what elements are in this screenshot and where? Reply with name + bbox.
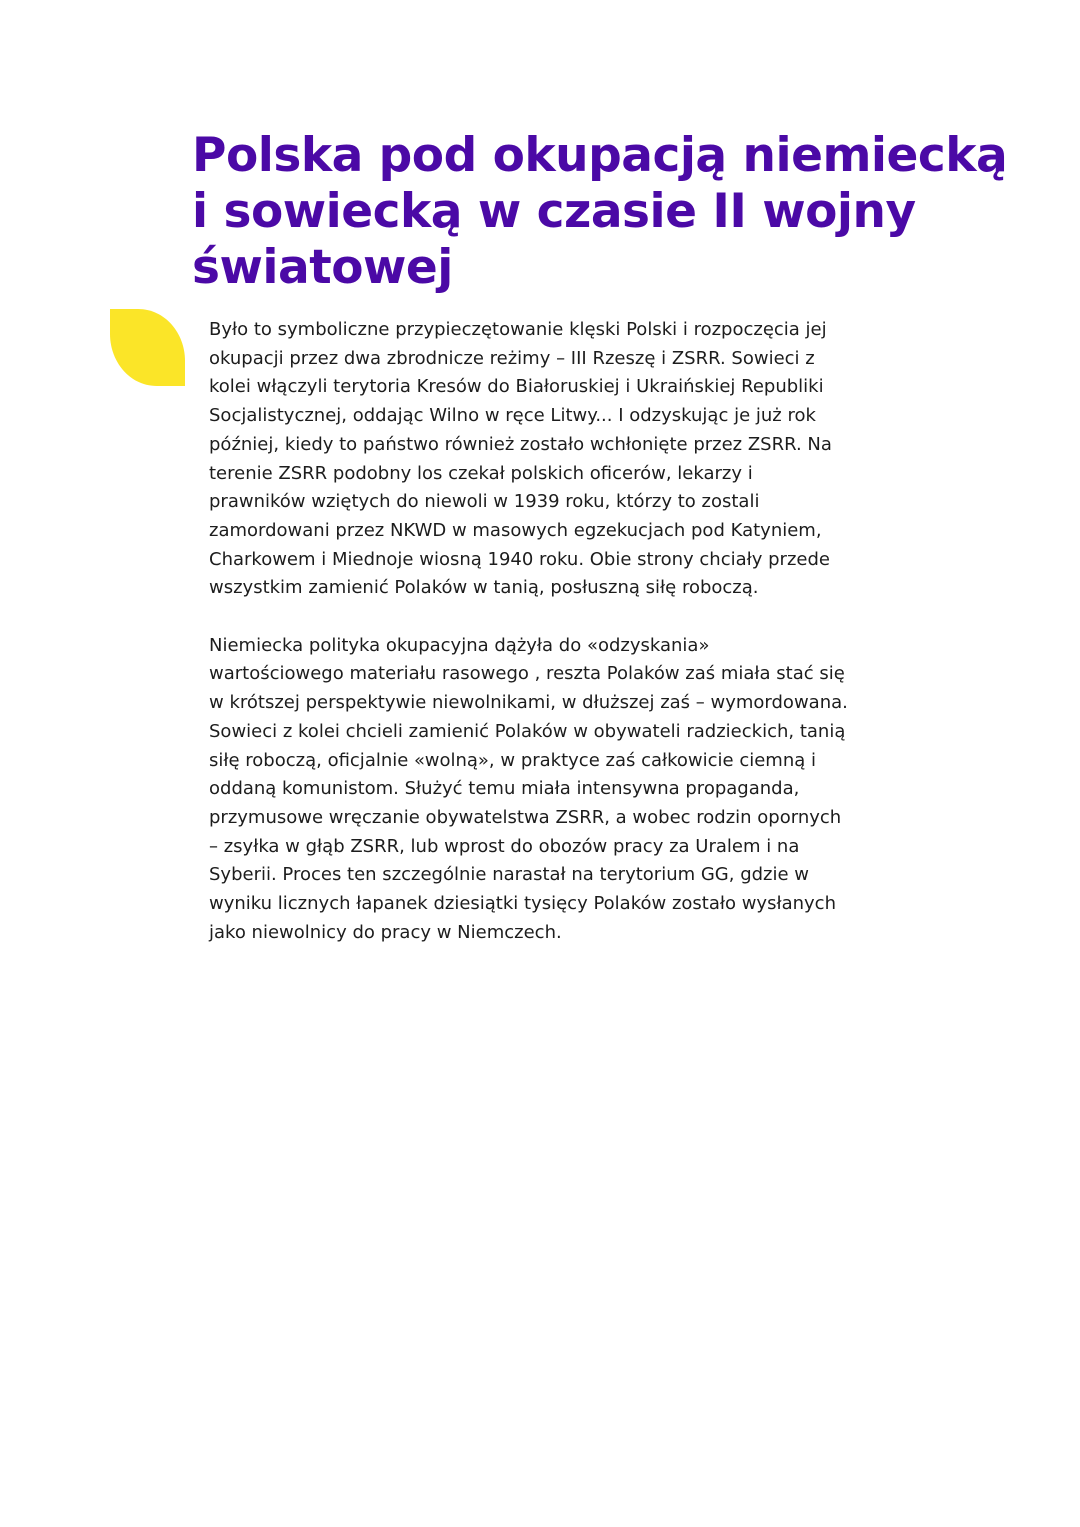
- text-line: terenie ZSRR podobny los czekał polskich oficerów, lekarzy i: [209, 462, 753, 484]
- text-line: siłę roboczą, oficjalnie «wolną», w praktyce zaś całkowicie ciemną i: [209, 749, 816, 771]
- text-line: później, kiedy to państwo również zostało wchłonięte przez ZSRR. Na: [209, 433, 832, 455]
- title-line: i sowiecką w czasie II wojny: [192, 184, 916, 239]
- text-line: okupacji przez dwa zbrodnicze reżimy – III Rzeszę i ZSRR. Sowieci z: [209, 347, 815, 369]
- yellow-leaf-icon: [110, 309, 185, 386]
- text-line: Sowieci z kolei chcieli zamienić Polaków w obywateli radzieckich, tanią: [209, 720, 846, 742]
- text-line: Charkowem i Miednoje wiosną 1940 roku. Obie strony chciały przede: [209, 548, 830, 570]
- text-line: Syberii. Proces ten szczególnie narastał na terytorium GG, gdzie w: [209, 864, 810, 886]
- text-line: przymusowe wręczanie obywatelstwa ZSRR, a wobec rodzin opornych: [209, 806, 842, 828]
- text-line: kolei włączyli terytoria Kresów do Białoruskiej i Ukraińskiej Republiki: [209, 376, 824, 398]
- body-text: [209, 316, 909, 947]
- text-line: wartościowego materiału rasowego , reszta Polaków zaś miała stać się: [209, 663, 845, 685]
- title-line: Polska pod okupacją niemiecką: [192, 128, 1008, 183]
- text-line: – zsyłka w głąb ZSRR, lub wprost do obozów pracy za Uralem i na: [209, 835, 800, 857]
- page-title: [192, 128, 1008, 296]
- text-line: jako niewolnicy do pracy w Niemczech.: [209, 921, 562, 943]
- text-line: Socjalistycznej, oddając Wilno w ręce Litwy... I odzyskując je już rok: [209, 405, 816, 427]
- text-line: wyniku licznych łapanek dziesiątki tysięcy Polaków zostało wysłanych: [209, 893, 836, 915]
- text-line: w krótszej perspektywie niewolnikami, w dłuższej zaś – wymordowana.: [209, 692, 848, 714]
- text-line: Niemiecka polityka okupacyjna dążyła do «odzyskania»: [209, 634, 710, 656]
- text-line: wszystkim zamienić Polaków w tanią, posłuszną siłę roboczą.: [209, 577, 759, 599]
- text-line: prawników wziętych do niewoli w 1939 roku, którzy to zostali: [209, 491, 760, 513]
- paragraph-2: [209, 632, 909, 948]
- text-line: oddaną komunistom. Służyć temu miała intensywna propaganda,: [209, 778, 800, 800]
- paragraph-1: [209, 316, 909, 603]
- text-line: Było to symboliczne przypieczętowanie klęski Polski i rozpoczęcia jej: [209, 319, 827, 340]
- text-line: zamordowani przez NKWD w masowych egzekucjach pod Katyniem,: [209, 519, 822, 541]
- title-line: światowej: [192, 240, 453, 295]
